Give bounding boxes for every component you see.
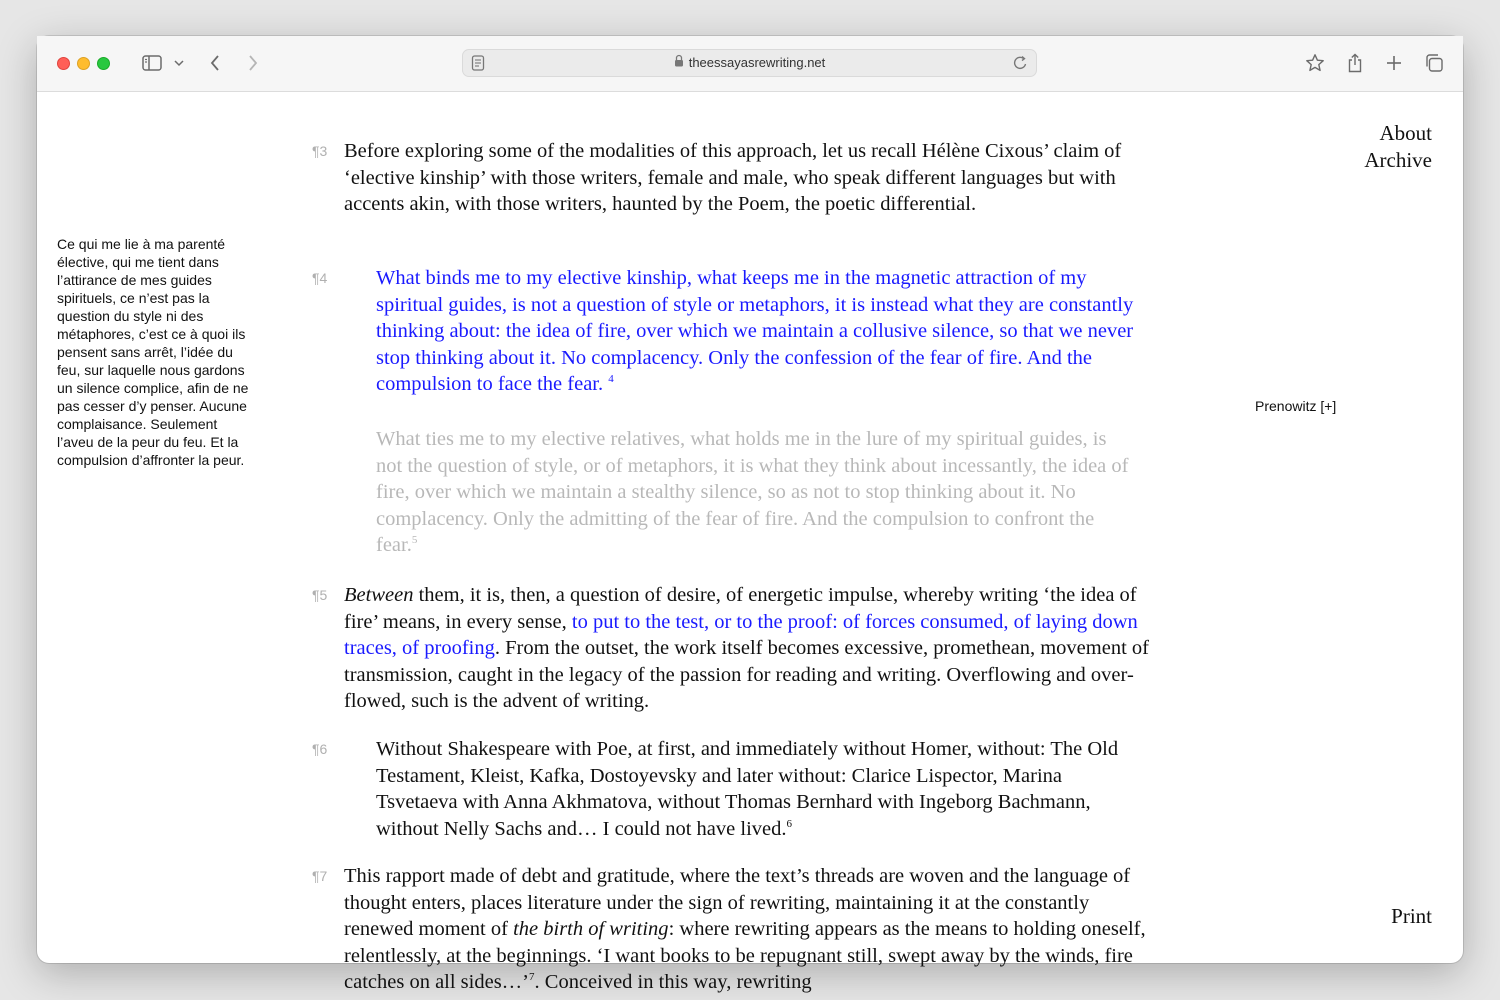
translator-toggle-button[interactable]: Prenowitz [+]	[1255, 398, 1337, 414]
paragraph-number: ¶5	[312, 587, 328, 603]
footnote-marker[interactable]: 7	[529, 971, 535, 984]
paragraph-text: : where rewriting appears as the means to holding oneself, relentlessly, at the beginnings. ‘I want books to be repugnant still, swept away by the winds, fire catches on all sides…’	[344, 918, 1146, 993]
nav-about-link[interactable]: About	[1379, 121, 1432, 145]
new-tab-icon[interactable]	[1383, 50, 1405, 76]
paragraph-3: Before exploring some of the modalities of this approach, let us recall Hélène Cixous’ claim of ‘elective kinship’ with those writers, female and male, who speak different languages but with accents akin, with those writers, haunted by the Poem, the poetic differential.	[344, 140, 1122, 215]
back-icon[interactable]	[205, 50, 225, 76]
address-bar[interactable]	[462, 49, 1037, 77]
paragraph-number: ¶4	[312, 270, 328, 286]
sidebar-icon[interactable]	[140, 50, 164, 76]
share-icon[interactable]	[1344, 50, 1366, 76]
forward-icon[interactable]	[243, 50, 263, 76]
emphasis-text: Between	[344, 584, 414, 606]
page-content	[37, 91, 1463, 993]
paragraph-number: ¶7	[312, 868, 328, 884]
print-link[interactable]: Print	[1391, 904, 1432, 928]
footnote-marker[interactable]: 5	[411, 534, 418, 547]
footnote-marker[interactable]: 6	[786, 817, 792, 830]
paragraph-text: . From the outset, the work itself becomes excessive, promethean, movement of transmission, caught in the legacy of the passion for reading and writing. Overflowing and over-flowed, such is the advent of writing.	[344, 637, 1149, 712]
zoom-window-button[interactable]	[97, 57, 110, 70]
reload-icon[interactable]	[1013, 55, 1028, 76]
quote-block	[376, 736, 1141, 842]
nav-archive-link[interactable]: Archive	[1364, 148, 1432, 172]
paragraph-text: This rapport made of debt and gratitude, where the text’s threads are woven and the language of thought enters, places literature under the sign of rewriting, maintaining it at the constantly renewed moment of	[344, 865, 1131, 940]
quote-block-highlighted[interactable]	[376, 265, 1136, 398]
lock-icon	[674, 50, 684, 76]
quote-text[interactable]: What binds me to my elective kinship, what keeps me in the magnetic attraction of my spiritual guides, is not a question of style or metaphors, it is instead what they are constantly thinking about: the idea of fire, over which we maintain a collusive silence, so that we never stop thinking about it. No complacency. Only the confession of the fear of fire. And the compulsion to face the fear.	[376, 267, 1134, 395]
paragraph-7	[344, 863, 1159, 996]
chevron-down-icon[interactable]	[172, 50, 186, 76]
browser-window	[37, 36, 1463, 993]
alternate-translation	[376, 426, 1136, 559]
url-display[interactable]	[463, 50, 1036, 76]
close-window-button[interactable]	[57, 57, 70, 70]
tabs-overview-icon[interactable]	[1423, 50, 1445, 76]
paragraph-text: . Conceived in this way, rewriting	[534, 971, 812, 993]
paragraph-number: ¶6	[312, 741, 328, 757]
paragraph-number: ¶3	[312, 143, 328, 159]
url-text: theessayasrewriting.net	[688, 55, 826, 70]
alternate-translation-text: What ties me to my elective relatives, what holds me in the lure of my spiritual guides, is not the question of style, or of metaphors, it is what they think about incessantly, the idea of fire, over which we maintain a stealthy silence, so as not to stop thinking about it. No complacency. Only the admitting of the fear of fire. And the compulsion to confront the fear.	[376, 428, 1129, 556]
quote-text: Without Shakespeare with Poe, at first, and immediately without Homer, without: The Old Testament, Kleist, Kafka, Dostoyevsky and later without: Clarice Lispector, Marina Tsvetaeva with Anna Akhmatova, without Thomas Bernhard with Ingeborg Bachmann, without Nelly Sachs and… I could not have lived.	[376, 738, 1119, 840]
highlighted-link[interactable]: to put to the test, or to the proof: of forces consumed, of laying down traces, of proofing	[344, 610, 1138, 659]
minimize-window-button[interactable]	[77, 57, 90, 70]
emphasis-text: the birth of writing	[513, 918, 669, 940]
browser-toolbar	[37, 36, 1463, 92]
paragraph-5	[344, 582, 1159, 715]
bookmark-star-icon[interactable]	[1303, 50, 1327, 76]
paragraph-text: them, it is, then, a question of desire, of energetic impulse, whereby writing ‘the idea of fire’ means, in every sense,	[344, 584, 1137, 633]
french-original-sidenote: Ce qui me lie à ma parenté élective, qui me tient dans l’attirance de mes guides spirituels, ce n’est pas la question du style ni des métaphores, c’est ce à quoi ils pensent sans arrêt, l’idée du feu, sur laquelle nous gardons un silence complice, afin de ne pas cesser d’y penser. Aucune complaisance. Seulement l’aveu de la peur du feu. Et la compulsion d’affronter la peur.	[57, 236, 249, 468]
footnote-marker[interactable]: 4	[608, 373, 614, 386]
